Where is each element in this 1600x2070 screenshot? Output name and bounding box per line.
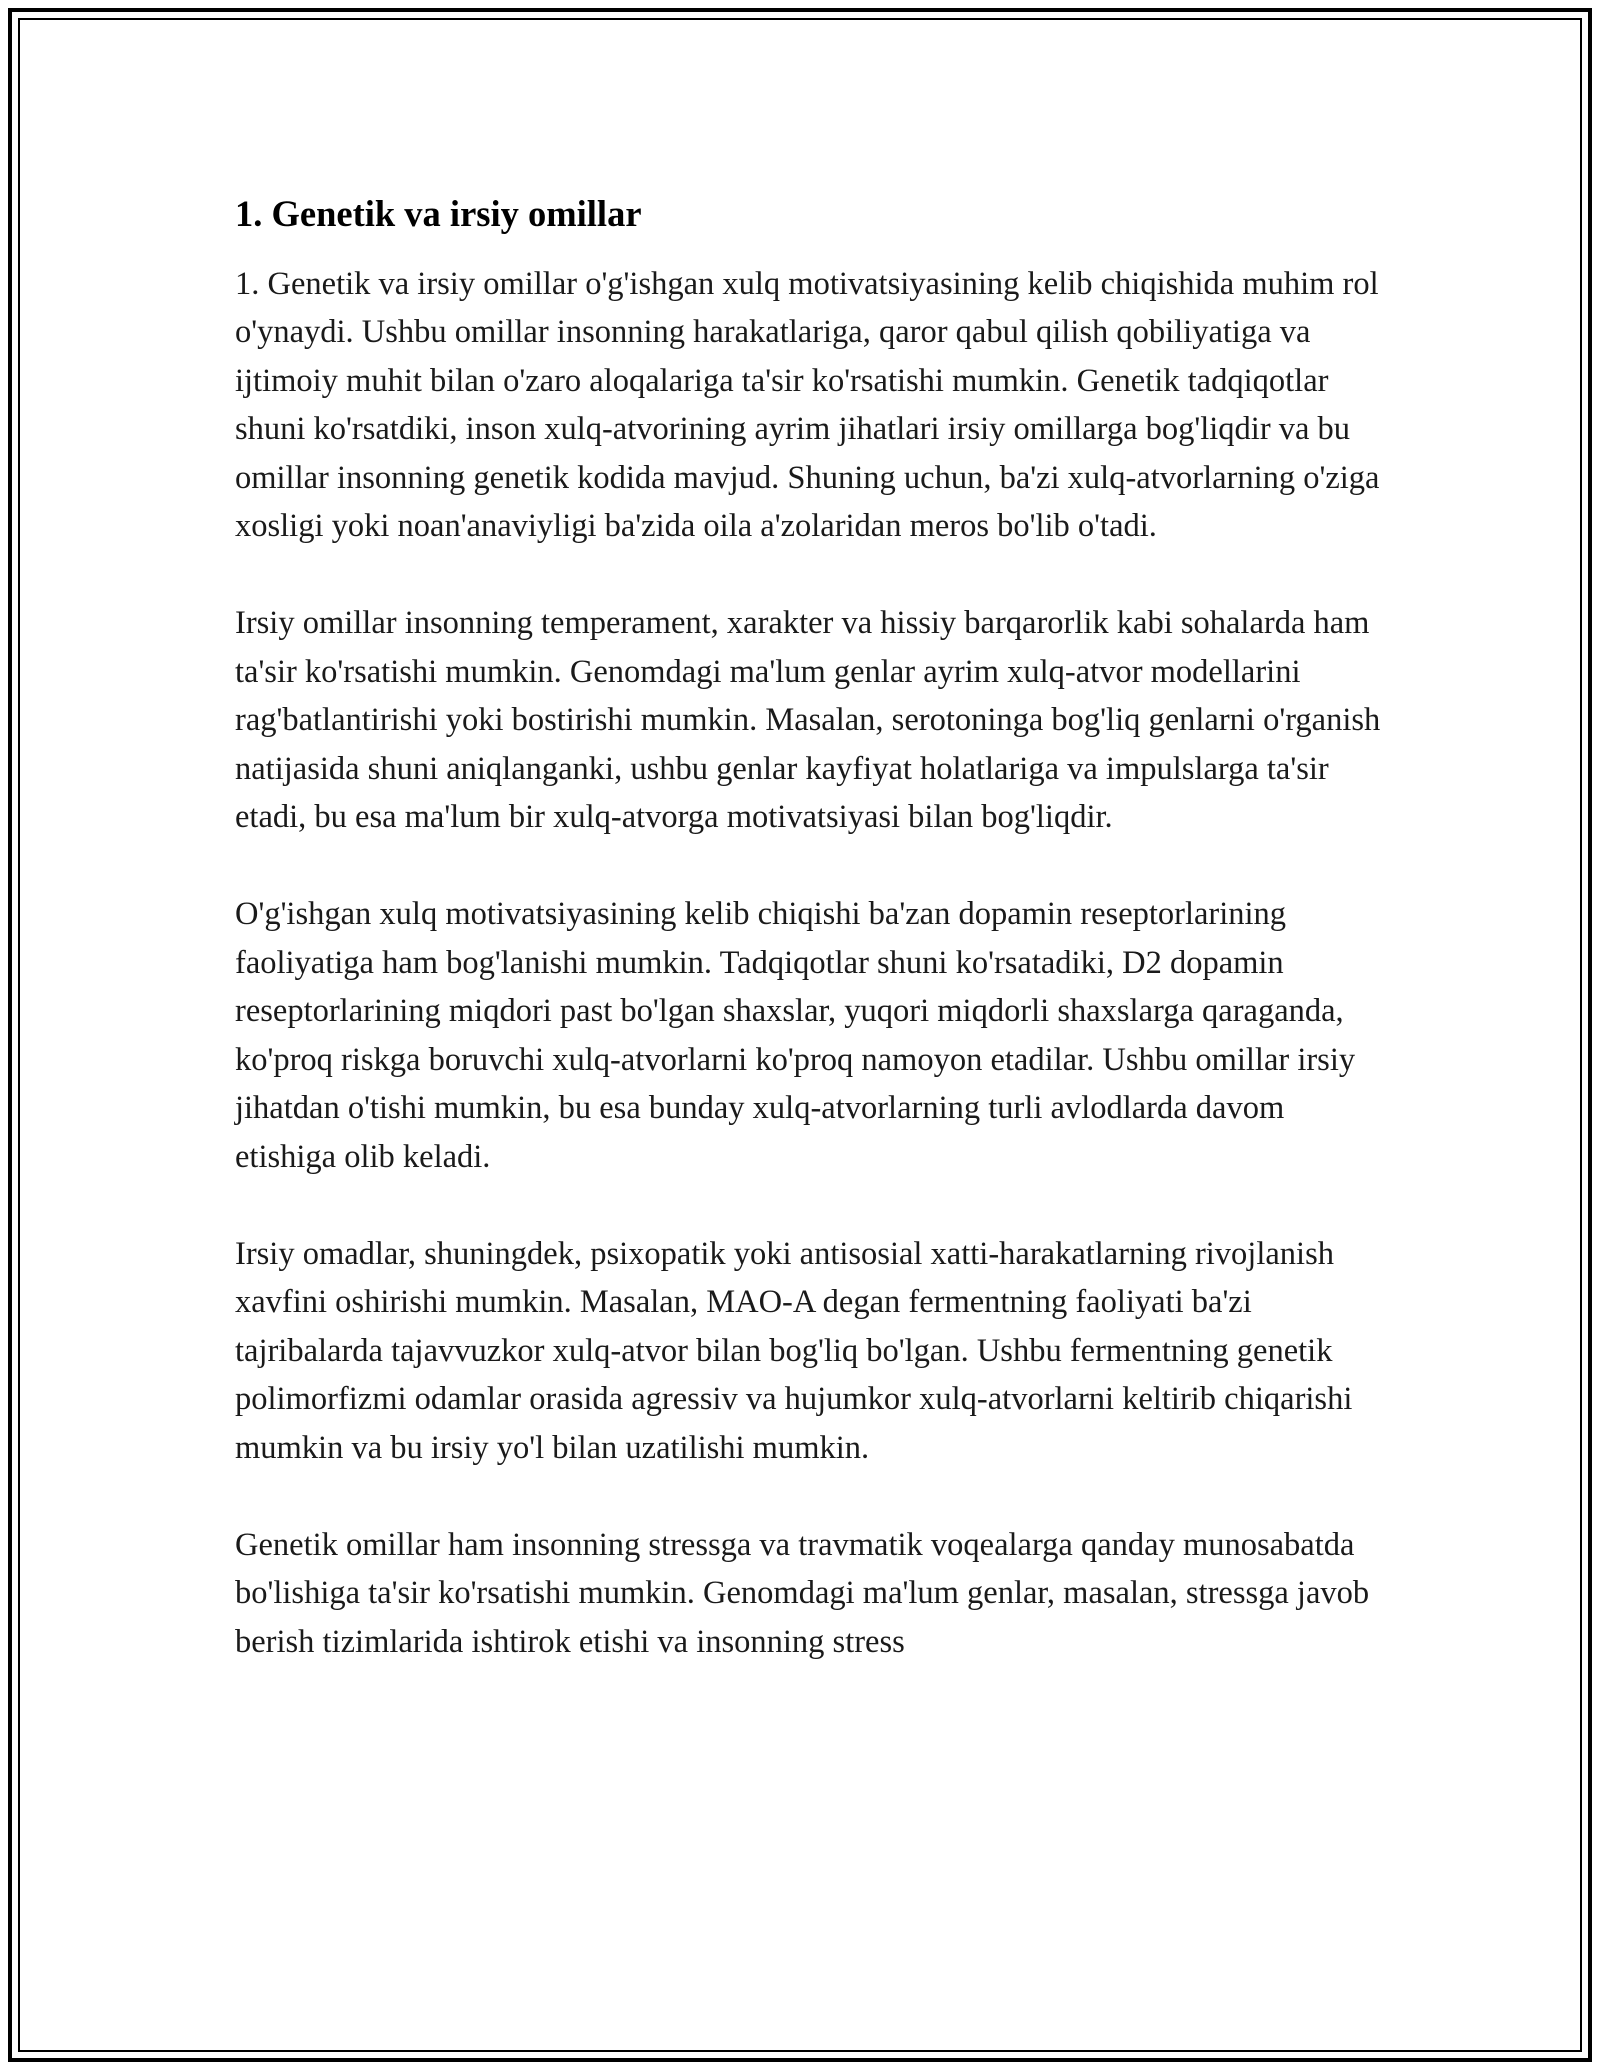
paragraph-3: O'g'ishgan xulq motivatsiyasining kelib chiqishi ba'zan dopamin reseptorlarining faoliyatiga ham bog'lanishi mumkin. Tadqiqotlar shuni ko'rsatadiki, D2 dopamin reseptorlarining miqdori past bo'lgan shaxslar, yuqori miqdorli shaxslarga qaraganda, ko'proq riskga boruvchi xulq-atvorlarni ko'proq namoyon etadilar. Ushbu omillar irsiy jihatdan o'tishi mumkin, bu esa bunday xulq-atvorlarning turli avlodlarda davom etishiga olib keladi. bbox=[235, 896, 1356, 1175]
paragraph-2: Irsiy omillar insonning temperament, xarakter va hissiy barqarorlik kabi sohalarda ham ta'sir ko'rsatishi mumkin. Genomdagi ma'lum genlar ayrim xulq-atvor modellarini rag'batlantirishi yoki bostirishi mumkin. Masalan, serotoninga bog'liq genlarni o'rganish natijasida shuni aniqlanganki, ushbu genlar kayfiyat holatlariga va impulslarga ta'sir etadi, bu esa ma'lum bir xulq-atvorga motivatsiyasi bilan bog'liqdir. bbox=[235, 605, 1381, 836]
paragraph-5: Genetik omillar ham insonning stressga va travmatik voqealarga qanday munosabatda bo'lishiga ta'sir ko'rsatishi mumkin. Genomdagi ma'lum genlar, masalan, stressga javob berish tizimlarida ishtirok etishi va insonning stress bbox=[235, 1526, 1370, 1660]
document-body bbox=[235, 186, 1385, 1715]
paragraph-4: Irsiy omadlar, shuningdek, psixopatik yoki antisosial xatti-harakatlarning rivojlanish xavfini oshirishi mumkin. Masalan, MAO-A degan fermentning faoliyati ba'zi tajribalarda tajavvuzkor xulq-atvor bilan bog'liq bo'lgan. Ushbu fermentning genetik polimorfizmi odamlar orasida agressiv va hujumkor xulq-atvorlarni keltirib chiqarishi mumkin va bu irsiy yo'l bilan uzatilishi mumkin. bbox=[235, 1235, 1353, 1466]
paragraph-1: 1. Genetik va irsiy omillar o'g'ishgan xulq motivatsiyasining kelib chiqishida muhim rol o'ynaydi. Ushbu omillar insonning harakatlariga, qaror qabul qilish qobiliyatiga va ijtimoiy muhit bilan o'zaro aloqalariga ta'sir ko'rsatishi mumkin. Genetik tadqiqotlar shuni ko'rsatdiki, inson xulq-atvorining ayrim jihatlari irsiy omillarga bog'liqdir va bu omillar insonning genetik kodida mavjud. Shuning uchun, ba'zi xulq-atvorlarning o'ziga xosligi yoki noan'anaviyligi ba'zida oila a'zolaridan meros bo'lib o'tadi. bbox=[235, 266, 1380, 545]
section-heading: 1. Genetik va irsiy omillar bbox=[235, 193, 642, 234]
